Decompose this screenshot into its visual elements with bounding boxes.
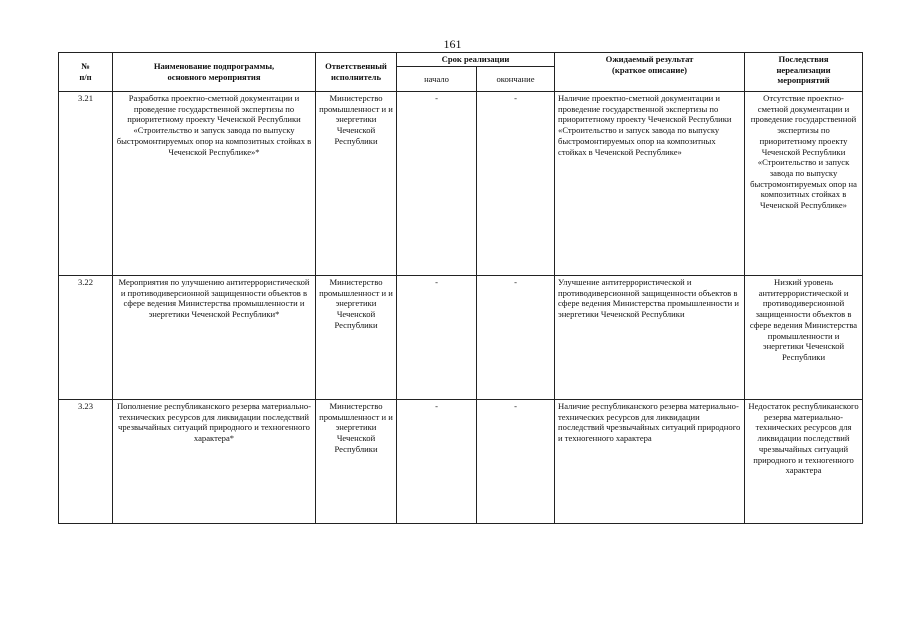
row-number: 3.21 — [59, 92, 113, 276]
row-result: Наличие республиканского резерва материально-технических ресурсов для ликвидации последствий чрезвычайных ситуаций природного и техногенного характера — [555, 400, 745, 524]
header-consequences: Последствия нереализации мероприятий — [745, 53, 863, 92]
row-name: Мероприятия по улучшению антитеррористической и противодиверсионной защищенности объектов в сфере ведения Министерства промышленности и энергетики Чеченской Республики* — [113, 276, 316, 400]
table-header-row — [59, 53, 863, 67]
row-name: Разработка проектно-сметной документации и проведение государственной экспертизы по приоритетному проекту Чеченской Республики «Строительство и запуск завода по выпуску быстромонтируемых опор на композитных стойках в Чеченской Республике»* — [113, 92, 316, 276]
header-name: Наименование подпрограммы, основного мероприятия — [113, 53, 316, 92]
row-number: 3.23 — [59, 400, 113, 524]
row-end: - — [477, 400, 555, 524]
row-responsible: Министерство промышленност и и энергетики Чеченской Республики — [316, 276, 397, 400]
row-start: - — [397, 400, 477, 524]
header-term: Срок реализации — [397, 53, 555, 67]
page-number: 161 — [443, 37, 462, 51]
header-result: Ожидаемый результат (краткое описание) — [555, 53, 745, 92]
row-consequences: Недостаток республиканского резерва материально-технических ресурсов для ликвидации последствий чрезвычайных ситуаций природного и техногенного характера — [745, 400, 863, 524]
table-row — [59, 92, 863, 276]
row-result: Улучшение антитеррористической и противодиверсионной защищенности объектов в сфере ведения Министерства промышленности и энергетики Чеченской Республики — [555, 276, 745, 400]
header-start: начало — [397, 67, 477, 92]
row-consequences: Низкий уровень антитеррористической и противодиверсионной защищенности объектов в сфере ведения Министерства промышленности и энергетики Чеченской Республики — [745, 276, 863, 400]
row-responsible: Министерство промышленност и и энергетики Чеченской Республики — [316, 400, 397, 524]
row-start: - — [397, 276, 477, 400]
table-row — [59, 400, 863, 524]
row-start: - — [397, 92, 477, 276]
row-end: - — [477, 276, 555, 400]
header-responsible: Ответственный исполнитель — [316, 53, 397, 92]
row-result: Наличие проектно-сметной документации и проведение государственной экспертизы по приоритетному проекту Чеченской Республики «Строительство и запуск завода по выпуску быстромонтируемых опор на композитных стойках в Чеченской Республике» — [555, 92, 745, 276]
header-number: № п/п — [59, 53, 113, 92]
table-row — [59, 276, 863, 400]
row-consequences: Отсутствие проектно-сметной документации и проведение государственной экспертизы по приоритетному проекту Чеченской Республики «Строительство и запуск завода по выпуску быстромонтируемых опор на композитных стойках в Чеченской Республике» — [745, 92, 863, 276]
row-responsible: Министерство промышленност и и энергетики Чеченской Республики — [316, 92, 397, 276]
row-end: - — [477, 92, 555, 276]
row-number: 3.22 — [59, 276, 113, 400]
header-end: окончание — [477, 67, 555, 92]
row-name: Пополнение республиканского резерва материально-технических ресурсов для ликвидации последствий чрезвычайных ситуаций природного и техногенного характера* — [113, 400, 316, 524]
program-table — [58, 52, 863, 524]
